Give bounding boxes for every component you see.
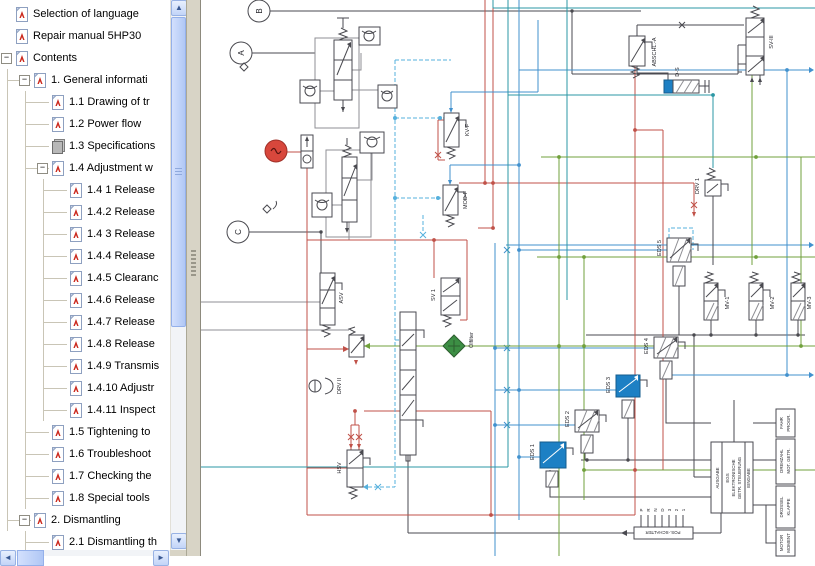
tree-item[interactable] [0, 179, 170, 201]
down-arrow-icon: ▼ [175, 536, 183, 545]
tree-indent-guide [0, 421, 18, 443]
tree-connector [36, 91, 51, 113]
egs-eingabe-label: EINGABE [746, 468, 751, 488]
pdf-icon [33, 513, 47, 528]
tree-item-label: 1.4.8 Release [87, 338, 155, 350]
gear-label-P: P [639, 508, 644, 512]
oil-filter [443, 332, 475, 357]
damper-orifice-top [359, 27, 380, 45]
eds-2-label: EDS 2 [565, 411, 571, 427]
drv-1-label: DRV 1 [695, 177, 701, 195]
scroll-up-button[interactable] [171, 0, 187, 16]
tree-indent-guide [18, 355, 36, 377]
up-arrow-icon: ▲ [175, 3, 183, 12]
valve-eds-1 [530, 442, 573, 487]
eds-4-label: EDS 4 [644, 338, 650, 354]
kv-f-label: KV-F [465, 123, 471, 137]
gear-label-3: 3 [667, 508, 672, 512]
fahr-label1: FAHR [779, 417, 784, 429]
tree-connector [54, 223, 69, 245]
port-a-label: A [237, 50, 246, 56]
drain-symbol [263, 201, 277, 213]
tree-item-label: 1.4.5 Clearanc [87, 272, 159, 284]
tree-item-label: 1.7 Checking the [69, 470, 152, 482]
mv-2-label: MV-2 [770, 296, 776, 310]
tree-item[interactable] [0, 25, 170, 47]
tree-item-label: 1.5 Tightening to [69, 426, 151, 438]
tree-connector [36, 465, 51, 487]
tree-indent-guide [0, 311, 18, 333]
pdf-icon [69, 403, 83, 418]
port-a [230, 42, 252, 64]
tree-expander-minus[interactable]: − [19, 75, 30, 86]
tree-item[interactable] [0, 399, 170, 421]
tree-item-label: 1.8 Special tools [69, 492, 150, 504]
valve-drv-1 [695, 168, 728, 265]
tree-item-label: 1.1 Drawing of tr [69, 96, 150, 108]
pdf-icon [69, 337, 83, 352]
tree-item[interactable] [0, 113, 170, 135]
valve-asv [320, 273, 345, 337]
mod-f-label: MOD-F [463, 190, 469, 210]
tree-indent-guide [0, 267, 18, 289]
tree-item[interactable] [0, 3, 170, 25]
tree-item-label: 1.2 Power flow [69, 118, 142, 130]
valve-mv-1 [704, 272, 731, 320]
tree-indent-guide [18, 399, 36, 421]
gear-position-pins [639, 508, 686, 527]
mv-3-label: MV-3 [807, 296, 813, 310]
pdf-icon [15, 51, 29, 66]
drossel-label1: DROSSEL [779, 496, 784, 518]
egs-ausgabe-label: AUSGABE [715, 467, 720, 489]
egs-line2-label: ELEKTRONISCHE [731, 459, 736, 497]
tree-item-label: Selection of language [33, 8, 139, 20]
scroll-left-button[interactable] [0, 550, 16, 566]
tree-indent-guide [0, 201, 18, 223]
tree-item[interactable] [0, 69, 170, 91]
left-arrow-icon: ◄ [4, 553, 12, 562]
abschl-a-label: ABSCHL.-A [652, 37, 658, 67]
valve-eds-3 [606, 375, 647, 418]
tree-item-label: 2. Dismantling [51, 514, 121, 526]
tree-item[interactable] [0, 355, 170, 377]
right-arrow-icon: ► [157, 553, 165, 562]
tree-indent-guide [18, 179, 36, 201]
tree-indent-guide [18, 245, 36, 267]
eds-5-label: EDS 5 [657, 240, 663, 256]
valve-mv-3 [791, 272, 813, 320]
gear-label-N: N [653, 508, 658, 512]
hsv-label: HSV [337, 462, 343, 474]
tree-connector [0, 3, 15, 25]
eds-3-label: EDS 3 [606, 377, 612, 393]
splitter-grip-icon [191, 250, 196, 276]
gear-label-2: 2 [674, 508, 679, 512]
tree-item-label: 1.4.11 Inspect [87, 404, 156, 416]
drehzahl-label1: DREHZAHL [779, 449, 784, 473]
tree-indent-guide [0, 135, 18, 157]
manual-selector-valve [400, 312, 424, 461]
valve-sv-iii [738, 6, 775, 82]
port-c [227, 221, 249, 243]
pdf-icon [51, 535, 65, 550]
tree-expander-minus[interactable]: − [1, 53, 12, 64]
fahr-label2: PROGR. [786, 414, 791, 432]
port-b-label: B [255, 8, 264, 14]
bookmark-tree [0, 0, 170, 550]
tree-indent-guide [0, 333, 18, 355]
valve-drv-ii [309, 377, 343, 394]
pdf-icon [69, 183, 83, 198]
pdf-icon [15, 7, 29, 22]
damper-orifice-left [300, 80, 320, 103]
pdf-icon [15, 29, 29, 44]
vertical-scrollbar[interactable] [170, 0, 186, 550]
valve-eds-2 [565, 410, 606, 453]
pdf-icon [69, 293, 83, 308]
drv-ii-label: DRV II [337, 377, 343, 395]
tree-connector [54, 267, 69, 289]
egs-control-unit [711, 442, 753, 513]
tree-indent-guide [0, 157, 18, 179]
asv-label: ASV [339, 292, 345, 304]
tree-indent-guide [0, 223, 18, 245]
tree-item[interactable] [0, 333, 170, 355]
drehzahl-label2: MOT. GETR. [786, 448, 791, 474]
tree-item-label: 1.4.9 Transmis [87, 360, 160, 372]
pdf-icon [51, 469, 65, 484]
tree-item[interactable] [0, 509, 170, 531]
tree-connector [54, 399, 69, 421]
input-box-drosselklappe [776, 486, 795, 528]
tree-item[interactable] [0, 157, 170, 179]
tree-connector [54, 355, 69, 377]
tree-item[interactable] [0, 311, 170, 333]
tree-item-label: 1. General informati [51, 74, 148, 86]
drossel-label2: KLAPPE [786, 498, 791, 516]
tree-item[interactable] [0, 289, 170, 311]
tree-connector [54, 201, 69, 223]
damper-orifice-mid [378, 85, 397, 108]
tree-indent-guide [18, 223, 36, 245]
vertical-scrollbar-thumb[interactable] [171, 17, 186, 327]
tree-expander-minus[interactable]: − [19, 515, 30, 526]
tree-item[interactable] [0, 223, 170, 245]
pdf-icon [33, 73, 47, 88]
tree-indent-guide [0, 179, 18, 201]
pdf-icon [69, 227, 83, 242]
pressure-reducer [349, 327, 364, 365]
tree-connector [54, 311, 69, 333]
pdf-icon [51, 425, 65, 440]
pdf-icon [69, 315, 83, 330]
pdf-icon [51, 491, 65, 506]
pdf-icon [69, 381, 83, 396]
tree-item-label: Contents [33, 52, 78, 64]
tree-item-label: 1.4.2 Release [87, 206, 155, 218]
tree-connector [0, 47, 15, 69]
tree-connector [18, 69, 33, 91]
tree-connector [18, 509, 33, 531]
tree-item[interactable] [0, 201, 170, 223]
tree-indent-guide [18, 289, 36, 311]
scroll-right-button[interactable] [153, 550, 169, 566]
tree-connector [36, 487, 51, 509]
main-pressure-valve [315, 18, 359, 128]
tree-indent-guide [0, 465, 18, 487]
input-box-drehzahl [776, 439, 795, 484]
sv-iii-label: SV-III [769, 35, 775, 49]
oil-filter-label: Ölfilter [469, 332, 475, 348]
pdf-icon [69, 359, 83, 374]
tree-indent-guide [18, 311, 36, 333]
horizontal-scrollbar[interactable] [0, 550, 170, 562]
damper-orifice-right [360, 132, 384, 153]
tree-item-label: 1.4 3 Release [87, 228, 155, 240]
valve-eds-4 [644, 337, 685, 379]
valve-sv-1 [431, 278, 460, 327]
tree-connector [36, 135, 51, 157]
tree-indent-guide [0, 245, 18, 267]
scroll-down-button[interactable] [171, 533, 187, 549]
tree-connector [0, 25, 15, 47]
pane-splitter[interactable] [186, 0, 200, 556]
tree-indent-guide [0, 289, 18, 311]
tree-item-label: Repair manual 5HP30 [33, 30, 142, 42]
tree-connector [54, 245, 69, 267]
tree-item[interactable] [0, 267, 170, 289]
gear-label-1: 1 [681, 508, 686, 512]
scrollbar-corner [170, 550, 186, 556]
tree-indent-guide [18, 377, 36, 399]
tree-connector [36, 443, 51, 465]
tree-item-label: 1.4.4 Release [87, 250, 155, 262]
tree-item-label: 1.4 1 Release [87, 184, 155, 196]
tree-item-label: 1.4 Adjustment w [69, 162, 153, 174]
tree-connector [36, 113, 51, 135]
tree-indent-guide [18, 267, 36, 289]
tree-indent-guide [0, 443, 18, 465]
horizontal-scrollbar-thumb[interactable] [17, 550, 44, 566]
pos-schalter-label: POS.-SCHALTER [645, 530, 681, 535]
tree-indent-guide [0, 355, 18, 377]
tree-item[interactable] [0, 443, 170, 465]
mv-1-label: MV-1 [725, 296, 731, 310]
tree-item[interactable] [0, 245, 170, 267]
position-switch [634, 508, 693, 539]
pdf-icon [51, 447, 65, 462]
tree-item[interactable] [0, 487, 170, 509]
hydraulic-schematic [201, 0, 815, 556]
tree-connector [54, 333, 69, 355]
input-box-motormoment [776, 530, 795, 556]
pdf-icon [51, 117, 65, 132]
sv-1-label: SV 1 [431, 289, 437, 301]
motor-label1: MOTOR [779, 534, 784, 552]
pdf-icon [51, 95, 65, 110]
port-c-label: C [234, 229, 243, 235]
tree-item-label: 1.4.6 Release [87, 294, 155, 306]
tree-item[interactable] [0, 91, 170, 113]
pdf-icon [69, 249, 83, 264]
tree-indent-guide [0, 487, 18, 509]
lines-blue [448, 0, 814, 556]
tree-indent-guide [18, 201, 36, 223]
tree-item[interactable] [0, 135, 170, 157]
schematic-page [200, 0, 815, 556]
tree-indent-guide [0, 91, 18, 113]
pdf-icon [69, 205, 83, 220]
tree-expander-minus[interactable]: − [37, 163, 48, 174]
tree-item-label: 1.4.10 Adjustr [87, 382, 155, 394]
egs-name-label: EGS [725, 473, 730, 483]
tree-item[interactable] [0, 421, 170, 443]
port-b [248, 0, 270, 22]
tree-indent-guide [18, 333, 36, 355]
valve-mod-f [443, 185, 469, 227]
gear-label-D: D [660, 508, 665, 512]
eds-1-label: EDS 1 [530, 444, 536, 460]
tree-item-label: 2.1 Dismantling th [69, 536, 158, 548]
tree-connector [54, 289, 69, 311]
tree-connector [36, 421, 51, 443]
valve-abschl-a [629, 36, 658, 78]
check-valve-pair [301, 135, 313, 168]
pdf-icon [51, 161, 65, 176]
motor-label2: MOMENT [786, 533, 791, 553]
tree-indent-guide [0, 399, 18, 421]
document-icon [51, 139, 65, 154]
tree-connector [36, 157, 51, 179]
tree-connector [54, 377, 69, 399]
input-box-fahrprogramm [776, 409, 795, 437]
tree-indent-guide [0, 113, 18, 135]
pdf-icon [69, 271, 83, 286]
valve-kv-f [444, 113, 471, 159]
d-s-label: D-S [675, 67, 681, 77]
tree-indent-guide [0, 377, 18, 399]
tree-item-label: 1.4.7 Release [87, 316, 155, 328]
tree-item[interactable] [0, 47, 170, 69]
tree-item[interactable] [0, 377, 170, 399]
valve-mv-2 [749, 272, 776, 320]
tree-connector [54, 179, 69, 201]
tree-item-label: 1.6 Troubleshoot [69, 448, 151, 460]
tree-item-label: 1.3 Specifications [69, 140, 156, 152]
egs-line3-label: GETR. STEUERUNG [737, 456, 742, 500]
damper-orifice-low [312, 193, 332, 217]
valve-hsv [337, 450, 370, 499]
converter-clutch-symbol [265, 140, 287, 162]
gear-label-R: R [646, 508, 651, 512]
tree-item[interactable] [0, 465, 170, 487]
